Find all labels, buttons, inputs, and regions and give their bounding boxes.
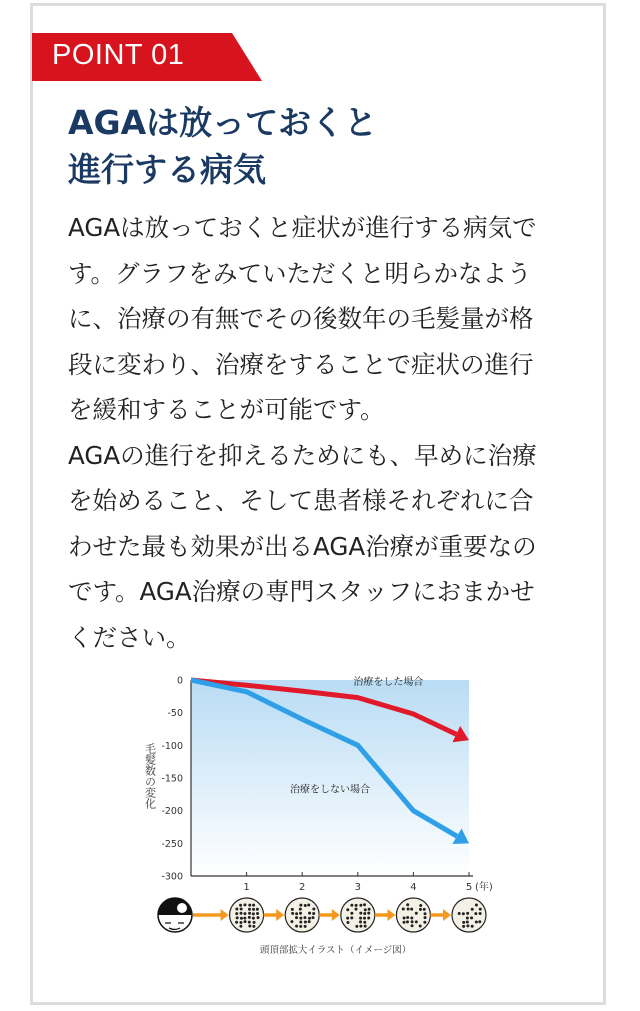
body-text	[68, 205, 582, 660]
x-tick-label: 1	[243, 882, 250, 893]
hair-dot	[423, 908, 426, 911]
hair-dot	[304, 920, 307, 923]
hair-dot	[236, 916, 239, 919]
scalp-circle	[285, 898, 319, 932]
head-icon	[158, 898, 192, 932]
hair-dot	[304, 904, 307, 907]
hair-dot	[466, 917, 469, 920]
flow-arrowhead	[443, 909, 451, 921]
hair-dot	[240, 917, 243, 920]
hair-dot	[240, 908, 243, 911]
series-label: 治療をした場合	[353, 677, 424, 689]
hair-dot	[248, 912, 251, 915]
hair-dot	[355, 908, 358, 911]
body-line: AGAの進行を抑えるためにも、早めに治療	[68, 440, 537, 470]
hair-dot	[359, 917, 362, 920]
hair-dot	[424, 912, 427, 915]
hair-dot	[290, 920, 293, 923]
y-tick-label: -150	[161, 773, 183, 785]
hair-dot	[364, 908, 367, 911]
hair-dot	[475, 920, 478, 923]
hair-dot	[471, 908, 474, 911]
hair-dot	[355, 904, 358, 907]
head-bald-spot	[177, 903, 187, 913]
body-line: す。グラフをみていただくと明らかなよう	[68, 258, 532, 288]
hair-dot	[312, 907, 315, 910]
hair-dot	[252, 925, 255, 928]
hair-dot	[359, 920, 362, 923]
hair-dot	[411, 924, 414, 927]
hair-dot	[239, 912, 242, 915]
section-heading	[68, 99, 568, 193]
hair-dot	[244, 920, 247, 923]
hair-dot	[415, 920, 418, 923]
hair-dot	[364, 925, 367, 928]
heading-line: AGAは放っておくと	[68, 103, 378, 142]
hair-dot	[458, 912, 461, 915]
hair-dot	[402, 908, 405, 911]
y-tick-label: -300	[161, 871, 183, 883]
hair-dot	[248, 925, 251, 928]
hair-dot	[359, 925, 362, 928]
hair-dot	[407, 908, 410, 911]
hair-dot	[462, 921, 465, 924]
x-tick-label: 2	[299, 882, 306, 893]
hair-dot	[471, 925, 474, 928]
hair-dot	[466, 924, 469, 927]
body-line: です。AGA治療の専門スタッフにおまかせ	[68, 577, 535, 606]
hair-dot	[419, 908, 422, 911]
x-tick-label: 4	[410, 882, 417, 893]
hair-dot	[291, 908, 294, 911]
hair-dot	[355, 925, 358, 928]
x-tick-label: 5	[465, 882, 473, 893]
hair-dot	[235, 921, 238, 924]
hair-dot	[415, 912, 418, 915]
hair-dot	[308, 920, 311, 923]
body-line: に、治療の有無でその後数年の毛髪量が格	[68, 304, 534, 333]
y-tick-label: -50	[167, 708, 183, 720]
hair-dot	[479, 908, 482, 911]
hair-dot	[403, 917, 406, 920]
hair-dot	[299, 921, 302, 924]
hair-dot	[248, 916, 251, 919]
scalp-year4-icon	[396, 898, 430, 932]
hair-dot	[410, 916, 413, 919]
hair-dot	[243, 912, 246, 915]
hair-dot	[303, 916, 306, 919]
hair-dot	[243, 917, 246, 920]
hair-dot	[350, 912, 353, 915]
scalp-year5-icon	[452, 898, 486, 932]
hair-dot	[248, 921, 251, 924]
hair-dot	[252, 912, 255, 915]
body-line: を緩和することが可能です。	[68, 395, 385, 424]
hair-dot	[462, 925, 465, 928]
hair-dot	[475, 904, 478, 907]
hair-dot	[470, 916, 473, 919]
hair-dot	[307, 903, 310, 906]
flow-arrowhead	[387, 909, 395, 921]
flow-arrowhead	[332, 909, 340, 921]
hair-dot	[346, 908, 349, 911]
hair-dot	[466, 912, 469, 915]
hair-dot	[311, 916, 314, 919]
y-tick-label: -200	[161, 806, 183, 818]
body-line: AGAは放っておくと症状が進行する病気で	[68, 213, 537, 242]
hair-dot	[346, 921, 349, 924]
hair-dot	[350, 904, 353, 907]
scalp-circle	[452, 898, 486, 932]
scalp-year3-icon	[341, 898, 375, 932]
hair-dot	[235, 908, 238, 911]
hair-dot	[478, 920, 481, 923]
scalp-circle	[230, 898, 264, 932]
point-badge	[32, 33, 262, 81]
hair-dot	[295, 916, 298, 919]
hair-dot	[239, 921, 242, 924]
hair-dot	[419, 925, 422, 928]
hair-dot	[308, 912, 311, 915]
hair-dot	[359, 904, 362, 907]
hair-dot	[406, 916, 409, 919]
hair-dot	[291, 912, 294, 915]
x-unit-label: (年)	[475, 882, 493, 893]
flow-arrowhead	[276, 909, 284, 921]
heading-line: 進行する病気	[68, 150, 266, 189]
hair-dot	[299, 917, 302, 920]
hair-dot	[346, 917, 349, 920]
hair-dot	[304, 925, 307, 928]
hair-dot	[253, 921, 256, 924]
body-line: わせた最も効果が出るAGA治療が重要なの	[68, 531, 537, 561]
plot-background	[191, 680, 469, 876]
hair-dot	[239, 904, 242, 907]
hair-dot	[363, 903, 366, 906]
hair-dot	[363, 917, 366, 920]
hair-dot	[308, 917, 311, 920]
hair-dot	[252, 904, 255, 907]
body-line: 段に変わり、治療をすることで症状の進行	[68, 349, 534, 379]
hair-dot	[295, 925, 298, 928]
hair-dot	[243, 903, 246, 906]
scalp-year2-icon	[285, 898, 319, 932]
body-line: を始めること、そして患者様それぞれに合	[68, 486, 534, 515]
y-tick-label: -250	[161, 838, 183, 850]
head-hair	[158, 898, 192, 915]
hair-dot	[299, 925, 302, 928]
hair-dot	[248, 908, 251, 911]
hair-dot	[367, 912, 370, 915]
hair-dot	[295, 912, 298, 915]
hair-dot	[474, 912, 477, 915]
hair-dot	[368, 908, 371, 911]
hair-dot	[299, 908, 302, 911]
series-label: 治療をしない場合	[290, 784, 370, 796]
hair-dot	[419, 904, 422, 907]
hair-dot	[235, 912, 238, 915]
hair-dot	[299, 904, 302, 907]
badge-label: POINT 01	[52, 39, 185, 71]
hair-dot	[462, 912, 465, 915]
hair-dot	[406, 903, 409, 906]
y-tick-label: 0	[176, 675, 183, 687]
hair-dot	[367, 917, 370, 920]
hair-dot	[363, 921, 366, 924]
hair-dot	[466, 921, 469, 924]
x-tick-label: 3	[354, 882, 361, 893]
y-tick-label: -100	[161, 740, 183, 752]
hair-loss-chart	[138, 665, 508, 965]
hair-dot	[411, 920, 414, 923]
hair-dot	[256, 912, 259, 915]
hair-dot	[423, 921, 426, 924]
illustration-caption: 頭頂部拡大イラスト（イメージ図）	[259, 945, 412, 956]
hair-dot	[257, 916, 260, 919]
hair-dot	[252, 917, 255, 920]
hair-dot	[312, 912, 315, 915]
flow-arrowhead	[221, 909, 229, 921]
hair-dot	[239, 925, 242, 928]
hair-dot	[359, 912, 362, 915]
y-axis-label: 毛髪数の変化	[143, 743, 157, 809]
hair-dot	[248, 904, 251, 907]
hair-dot	[479, 912, 482, 915]
hair-dot	[424, 916, 427, 919]
scalp-year1-icon	[230, 898, 264, 932]
hair-dot	[256, 908, 259, 911]
hair-dot	[406, 920, 409, 923]
hair-dot	[403, 921, 406, 924]
hair-dot	[410, 908, 413, 911]
hair-dot	[299, 912, 302, 915]
hair-dot	[252, 908, 255, 911]
hair-dot	[350, 916, 353, 919]
body-line: ください。	[68, 622, 191, 652]
hair-dot	[363, 912, 366, 915]
